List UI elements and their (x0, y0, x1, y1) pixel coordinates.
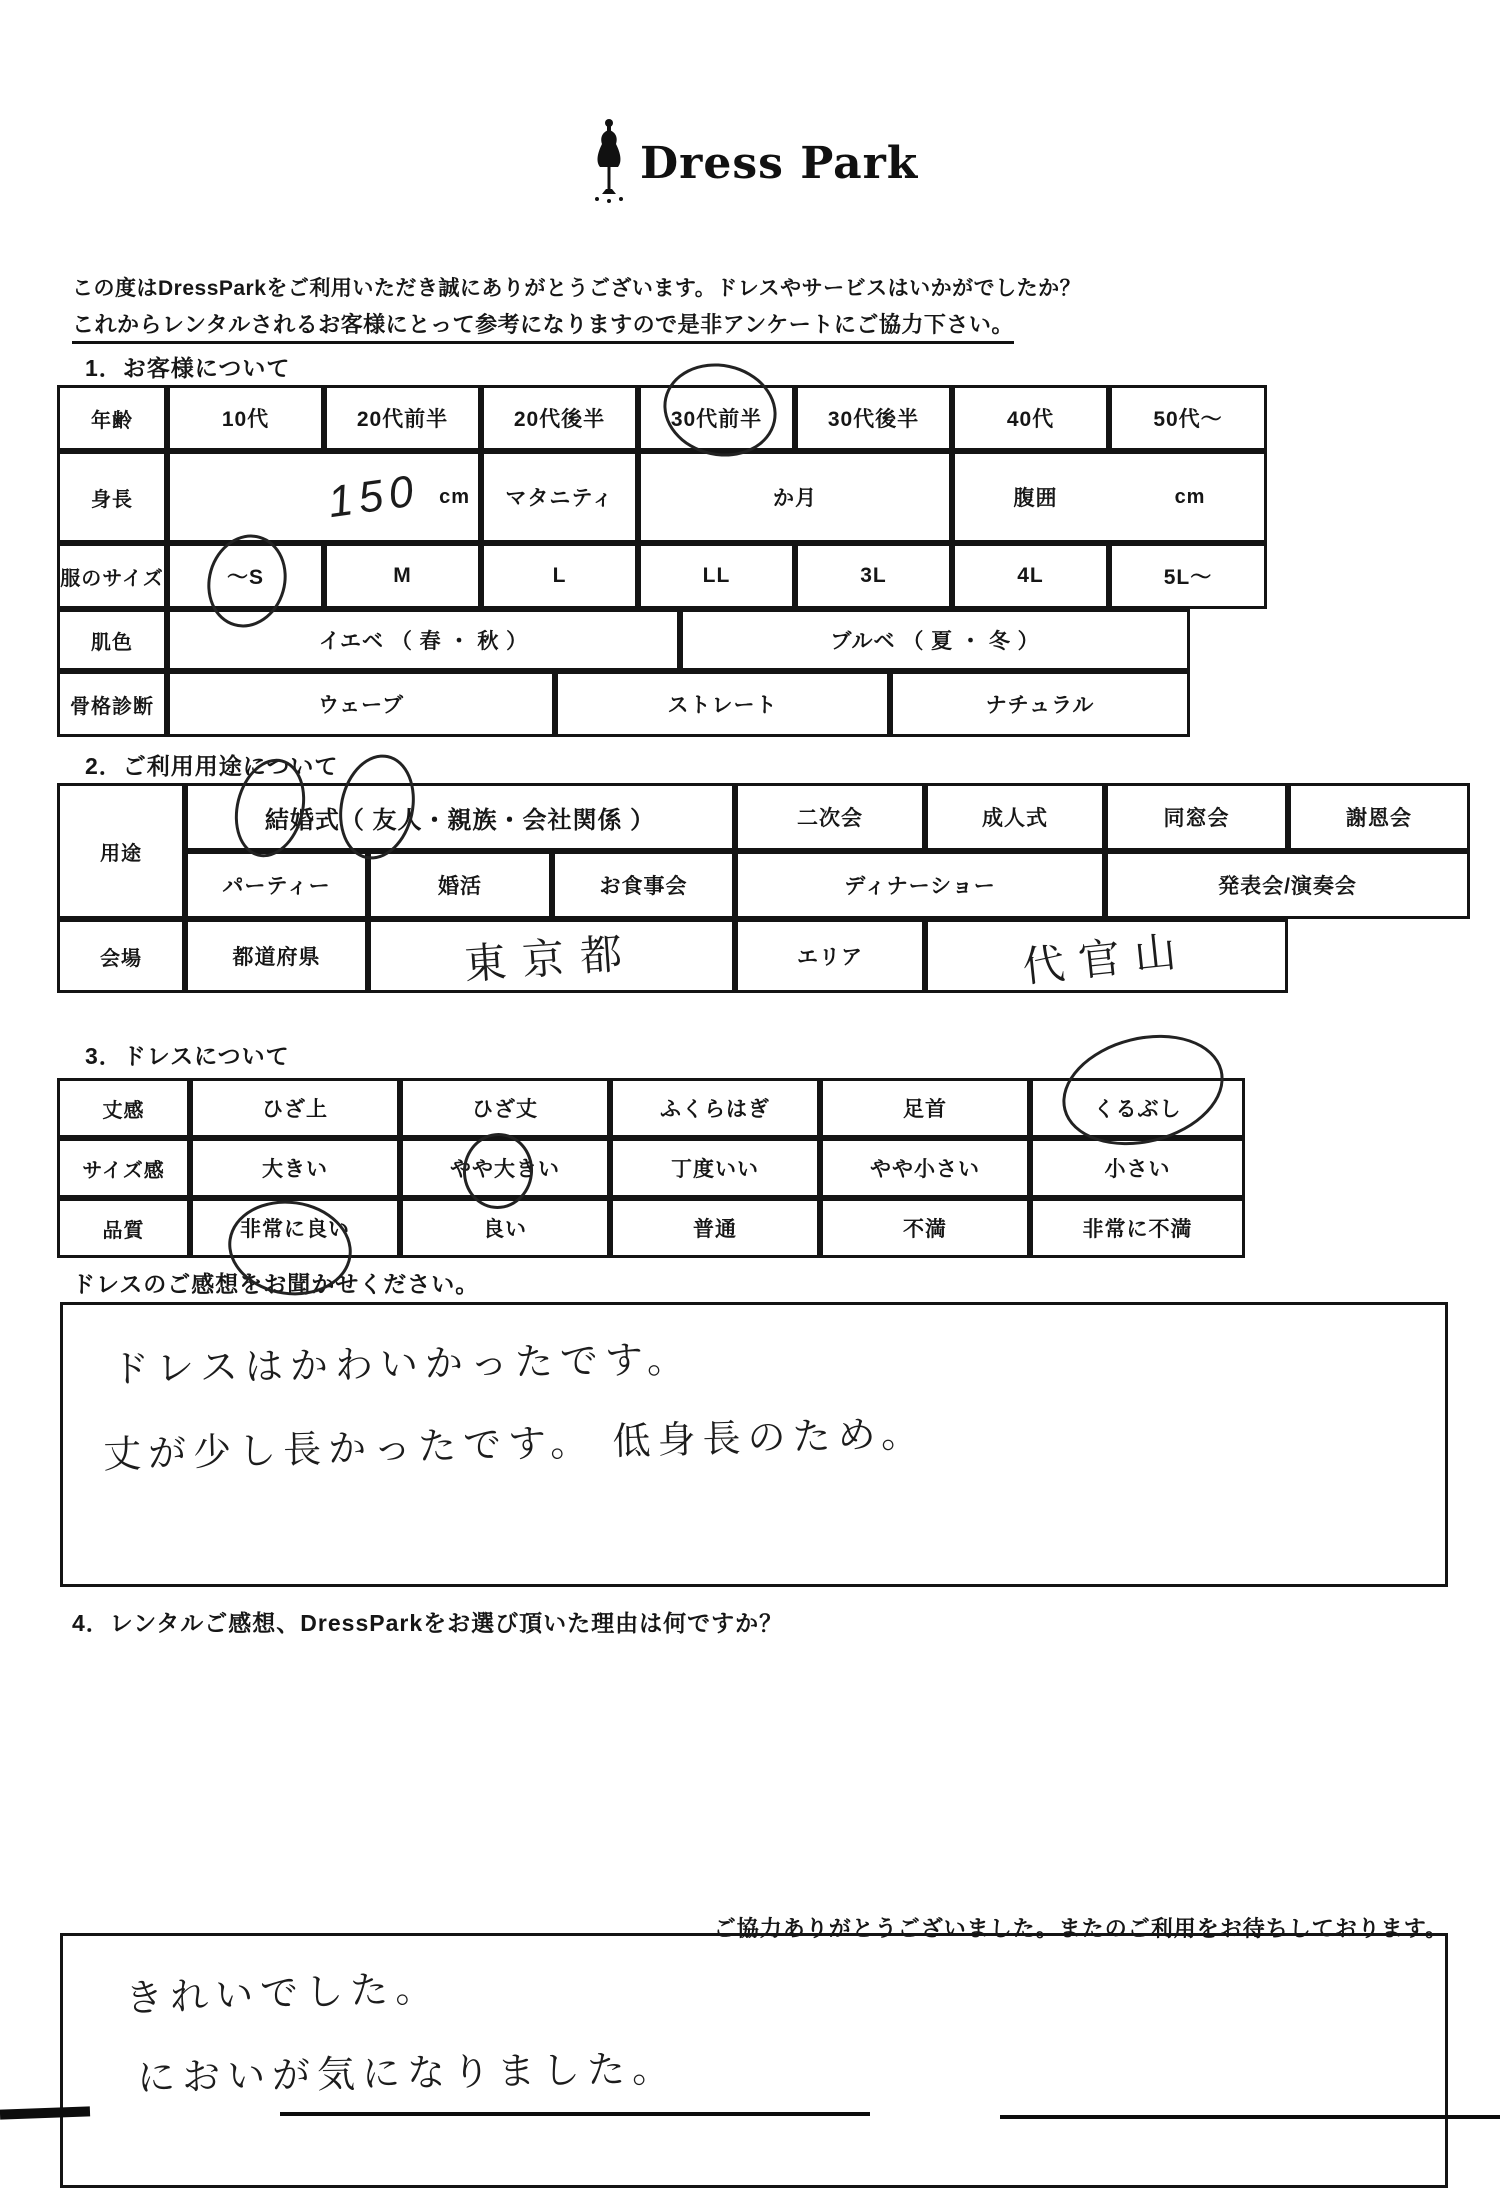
option-cell: パーティー (185, 851, 368, 919)
waist-cell (952, 451, 1267, 543)
handwritten-comment-line: 丈が少し長かったです。 低身長のため。 (102, 1413, 927, 1477)
option-cell: 非常に不満 (1030, 1198, 1245, 1258)
option-cell: ひざ上 (190, 1078, 400, 1138)
usage-table (57, 783, 1470, 993)
handwritten-comment-line: ドレスはかわいかったです。 (110, 1338, 693, 1392)
option-cell-wedding (185, 783, 735, 851)
row-label-cell: 肌色 (57, 609, 167, 671)
option-label: ～S (226, 566, 264, 589)
option-label: 非常に良い (240, 1218, 350, 1241)
option-cell: M (324, 543, 481, 609)
quality-row (57, 1198, 1245, 1258)
area-label-cell: エリア (735, 919, 925, 993)
row-label-cell: 会場 (57, 919, 185, 993)
customer-table (57, 385, 1267, 737)
height-value-cell (167, 451, 481, 543)
option-cell: 同窓会 (1105, 783, 1288, 851)
handwritten-height: 150 (324, 465, 422, 528)
height-unit: cm (439, 485, 470, 508)
handwritten-prefecture: 東京都 (463, 928, 641, 989)
section3-title: 3．ドレスについて (85, 1043, 290, 1069)
option-cell: LL (638, 543, 795, 609)
option-cell: ウェーブ (167, 671, 555, 737)
age-row (57, 385, 1267, 451)
option-cell: 20代後半 (481, 385, 638, 451)
option-cell: ディナーショー (735, 851, 1105, 919)
rental-comment-box (60, 1933, 1448, 2188)
fit-row (57, 1138, 1245, 1198)
length-row (57, 1078, 1245, 1138)
option-label: 結婚式（ 友人・親族・会社関係 ） (264, 806, 656, 834)
row-label-cell: 丈感 (57, 1078, 190, 1138)
usage-grid (57, 783, 1470, 919)
dress-comment-box (60, 1302, 1448, 1587)
waist-label: 腹囲 (1013, 487, 1058, 510)
row-label-cell: 用途 (57, 783, 185, 919)
months-cell: か月 (638, 451, 952, 543)
option-cell: ひざ丈 (400, 1078, 610, 1138)
pref-label-cell: 都道府県 (185, 919, 368, 993)
dress-form-icon (588, 118, 630, 209)
intro-line-1: この度はDressParkをご利用いただき誠にありがとうございます。ドレスやサービスはいかがでしたか？ (72, 277, 1082, 300)
option-cell: 丁度いい (610, 1138, 820, 1198)
size-row (57, 543, 1267, 609)
option-cell (190, 1198, 400, 1258)
option-label: やや大きい (450, 1158, 560, 1181)
option-cell: 50代～ (1109, 385, 1267, 451)
section2-title: 2．ご利用用途について (85, 753, 339, 779)
row-label-cell: 服のサイズ (57, 543, 167, 609)
option-cell: 小さい (1030, 1138, 1245, 1198)
dress-comment-prompt: ドレスのご感想をお聞かせください。 (72, 1271, 480, 1297)
row-label-cell: 年齢 (57, 385, 167, 451)
option-cell: 成人式 (925, 783, 1105, 851)
option-cell: 4L (952, 543, 1109, 609)
height-row (57, 451, 1267, 543)
area-value-cell (925, 919, 1288, 993)
option-cell: ふくらはぎ (610, 1078, 820, 1138)
section1-title: 1．お客様について (85, 355, 291, 381)
option-label: くるぶし (1093, 1098, 1182, 1121)
maternity-cell: マタニティ (481, 451, 638, 543)
handwritten-comment-line: きれいでした。 (124, 1967, 441, 2021)
option-cell: 10代 (167, 385, 324, 451)
option-cell: ストレート (555, 671, 890, 737)
option-cell: 40代 (952, 385, 1109, 451)
option-cell: 不満 (820, 1198, 1030, 1258)
option-cell (638, 385, 795, 451)
option-cell: 30代後半 (795, 385, 952, 451)
footer-thanks: ご協力ありがとうございました。またのご利用をお待ちしております。 (713, 1916, 1448, 1941)
option-cell (400, 1138, 610, 1198)
intro-line-2: これからレンタルされるお客様にとって参考になりますので是非アンケートにご協力下さい。 (72, 308, 1014, 344)
option-cell: 二次会 (735, 783, 925, 851)
option-cell: 足首 (820, 1078, 1030, 1138)
venue-row (57, 919, 1470, 993)
brand-name: Dress Park (640, 138, 919, 189)
brand-logo (588, 118, 918, 209)
option-cell: 大きい (190, 1138, 400, 1198)
option-cell: お食事会 (552, 851, 735, 919)
row-label-cell: サイズ感 (57, 1138, 190, 1198)
option-cell (1030, 1078, 1245, 1138)
option-cell: やや小さい (820, 1138, 1030, 1198)
option-cell: 20代前半 (324, 385, 481, 451)
skin-row (57, 609, 1267, 671)
waist-unit: cm (1174, 485, 1206, 508)
option-cell: L (481, 543, 638, 609)
option-label: 30代前半 (670, 408, 763, 431)
pref-value-cell (368, 919, 735, 993)
section4-title: 4．レンタルご感想、DressParkをお選び頂いた理由は何ですか？ (72, 1610, 784, 1636)
option-cell: 5L～ (1109, 543, 1267, 609)
option-cell: イエベ （ 春 ・ 秋 ） (167, 609, 680, 671)
handwritten-comment-line: においが気になりました。 (136, 2048, 678, 2100)
scan-artifact (280, 2112, 870, 2116)
option-cell: ブルベ （ 夏 ・ 冬 ） (680, 609, 1190, 671)
option-cell (167, 543, 324, 609)
option-cell: 婚活 (368, 851, 552, 919)
option-cell: 発表会/演奏会 (1105, 851, 1470, 919)
option-cell: 普通 (610, 1198, 820, 1258)
handwritten-area: 代官山 (1020, 926, 1193, 991)
row-label-cell: 品質 (57, 1198, 190, 1258)
option-cell: 謝恩会 (1288, 783, 1470, 851)
option-cell: ナチュラル (890, 671, 1190, 737)
row-label-cell: 身長 (57, 451, 167, 543)
frame-row (57, 671, 1267, 737)
scan-artifact (1000, 2115, 1500, 2119)
option-cell: 良い (400, 1198, 610, 1258)
dress-table (57, 1078, 1245, 1258)
option-cell: 3L (795, 543, 952, 609)
row-label-cell: 骨格診断 (57, 671, 167, 737)
